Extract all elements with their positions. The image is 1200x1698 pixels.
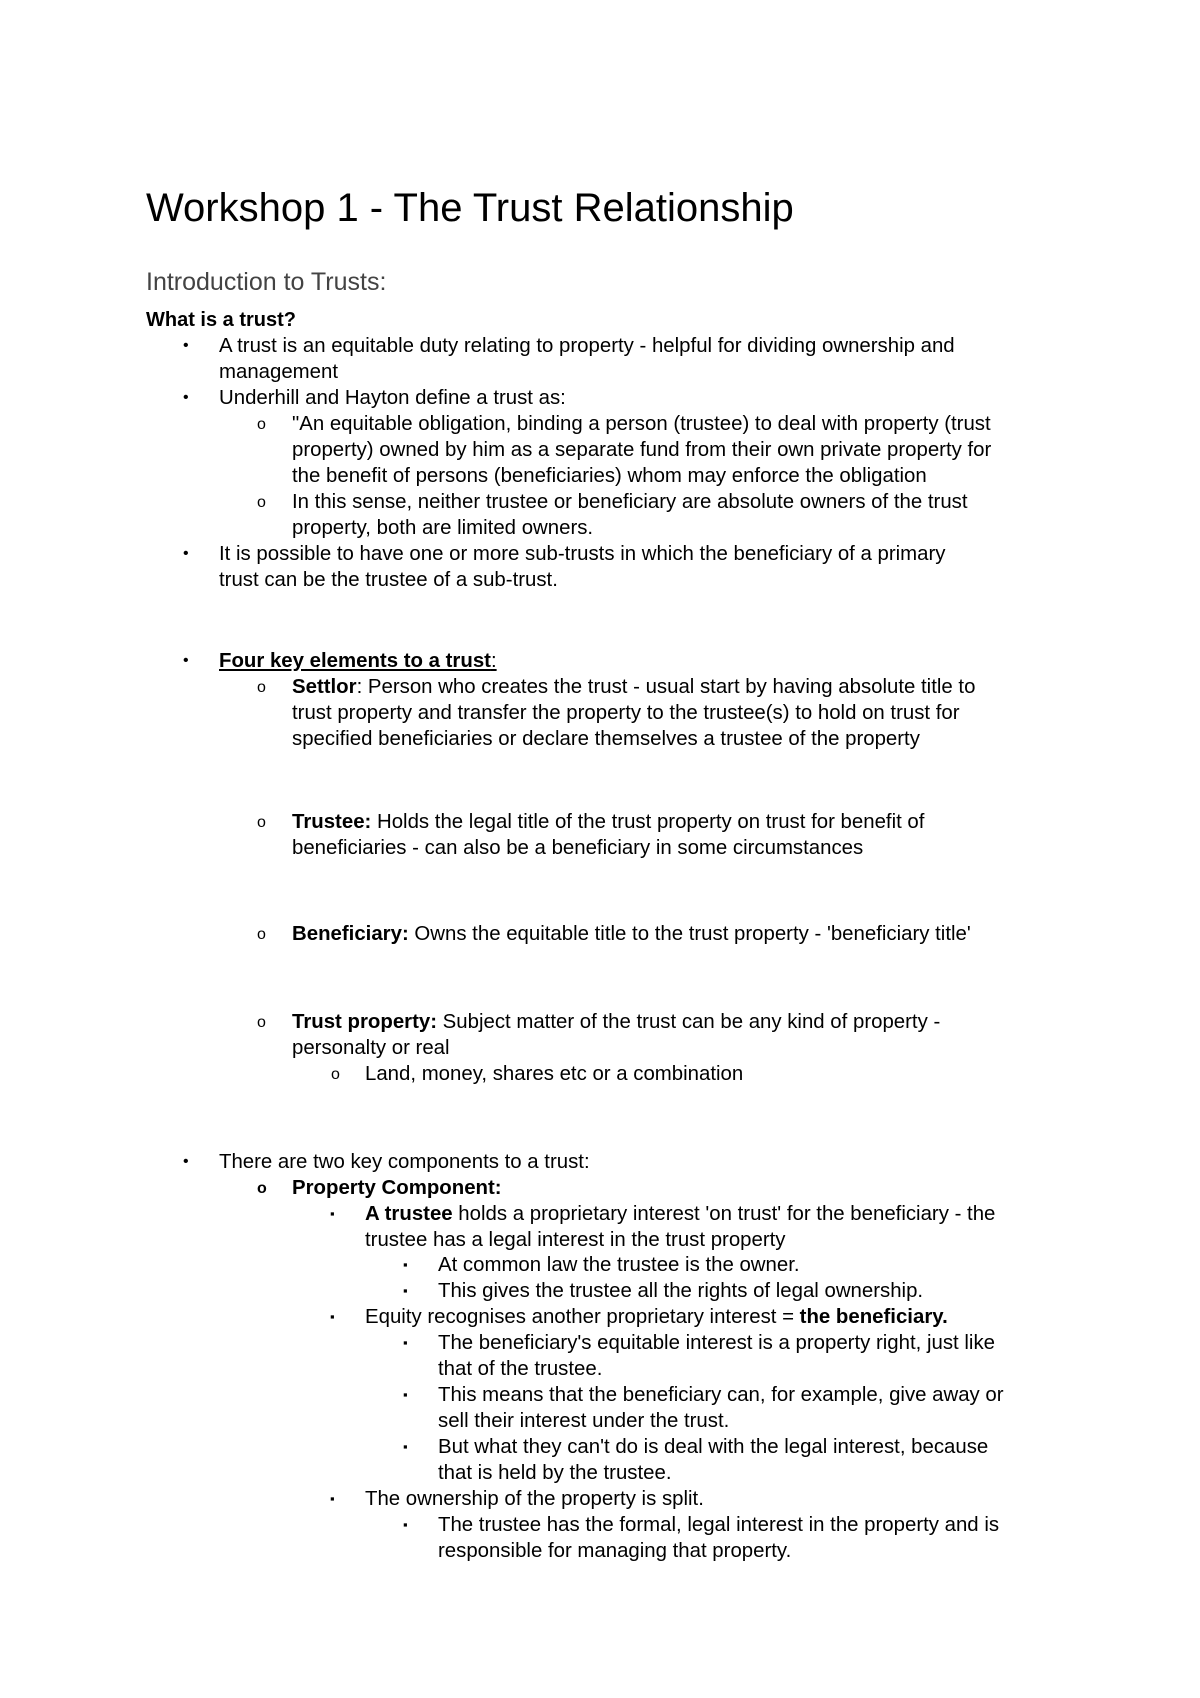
text-line: personalty or real <box>292 1037 450 1059</box>
square-marker: ▪ <box>330 1491 335 1506</box>
equity-bold: the beneficiary. <box>799 1306 948 1328</box>
text-line: property) owned by him as a separate fund from their own private property for <box>292 439 992 461</box>
circle-marker: o <box>257 1014 266 1031</box>
text-line: specified beneficiaries or declare themselves a trustee of the property <box>292 728 920 750</box>
beneficiary-term: Beneficiary: <box>292 923 409 945</box>
square-marker: ▪ <box>403 1257 408 1272</box>
square-marker: ▪ <box>330 1309 335 1324</box>
beneficiary-definition: Owns the equitable title to the trust property - 'beneficiary title' <box>408 923 971 945</box>
beneficiary-line <box>292 921 971 947</box>
text-line: It is possible to have one or more sub-trusts in which the beneficiary of a primary <box>219 543 946 565</box>
text-line: Underhill and Hayton define a trust as: <box>219 387 566 409</box>
circle-marker: o <box>257 679 266 696</box>
bullet-marker: • <box>183 1153 189 1170</box>
square-marker: ▪ <box>403 1283 408 1298</box>
question-heading: What is a trust? <box>146 309 297 331</box>
text-line: This gives the trustee all the rights of legal ownership. <box>438 1280 924 1302</box>
settlor-term: Settlor <box>292 676 357 698</box>
text-line: responsible for managing that property. <box>438 1540 792 1562</box>
text-line: In this sense, neither trustee or beneficiary are absolute owners of the trust <box>292 491 968 513</box>
text-line: sell their interest under the trust. <box>438 1410 730 1432</box>
text-line: that is held by the trustee. <box>438 1462 672 1484</box>
text-line: management <box>219 361 339 383</box>
text-line: property, both are limited owners. <box>292 517 594 539</box>
trustee-term: Trustee: <box>292 811 372 833</box>
property-component-heading <box>292 1175 502 1201</box>
text-line: But what they can't do is deal with the legal interest, because <box>438 1436 989 1458</box>
text-line: The ownership of the property is split. <box>365 1488 704 1510</box>
text-line: At common law the trustee is the owner. <box>438 1254 800 1276</box>
key-elements-heading <box>219 648 497 674</box>
square-marker: ▪ <box>330 1206 335 1221</box>
trustee-definition: Holds the legal title of the trust property on trust for benefit of <box>371 811 925 833</box>
circle-marker: o <box>257 926 266 943</box>
bullet-marker: • <box>183 545 189 562</box>
key-elements-colon: : <box>490 650 497 672</box>
circle-marker: o <box>257 1180 267 1197</box>
section-heading: Introduction to Trusts: <box>146 268 387 296</box>
text-line: trust can be the trustee of a sub-trust. <box>219 569 558 591</box>
bullet-marker: • <box>183 389 189 406</box>
trust-property-line <box>292 1009 940 1035</box>
circle-marker: o <box>257 494 266 511</box>
circle-marker: o <box>257 814 266 831</box>
a-trustee-line <box>365 1201 995 1227</box>
trust-property-definition: Subject matter of the trust can be any kind of property - <box>437 1011 941 1033</box>
square-marker: ▪ <box>403 1335 408 1350</box>
text-line: There are two key components to a trust: <box>219 1151 590 1173</box>
text-line: The beneficiary's equitable interest is a property right, just like <box>438 1332 995 1354</box>
bullet-marker: • <box>183 652 189 669</box>
trustee-line <box>292 809 924 835</box>
text-line: The trustee has the formal, legal interest in the property and is <box>438 1514 1000 1536</box>
property-component-label: Property Component: <box>292 1177 502 1199</box>
trust-property-term: Trust property: <box>292 1011 438 1033</box>
page-title: Workshop 1 - The Trust Relationship <box>146 186 794 230</box>
square-marker: ▪ <box>403 1387 408 1402</box>
key-elements-label: Four key elements to a trust <box>219 650 491 672</box>
equity-text: Equity recognises another proprietary interest = <box>365 1306 800 1328</box>
circle-marker: o <box>331 1066 340 1083</box>
equity-line <box>365 1304 948 1330</box>
text-line: trust property and transfer the property to the trustee(s) to hold on trust for <box>292 702 960 724</box>
circle-marker: o <box>257 416 266 433</box>
text-line: Land, money, shares etc or a combination <box>365 1063 744 1085</box>
text-line: beneficiaries - can also be a beneficiary in some circumstances <box>292 837 864 859</box>
text-line: "An equitable obligation, binding a person (trustee) to deal with property (trust <box>292 413 991 435</box>
settlor-line <box>292 674 975 700</box>
text-line: the benefit of persons (beneficiaries) whom may enforce the obligation <box>292 465 927 487</box>
a-trustee-term: A trustee <box>365 1203 453 1225</box>
settlor-definition: : Person who creates the trust - usual start by having absolute title to <box>356 676 976 698</box>
text-line: This means that the beneficiary can, for example, give away or <box>438 1384 1004 1406</box>
text-line: A trust is an equitable duty relating to property - helpful for dividing ownership and <box>219 335 955 357</box>
text-line: that of the trustee. <box>438 1358 603 1380</box>
square-marker: ▪ <box>403 1439 408 1454</box>
a-trustee-text: holds a proprietary interest 'on trust' for the beneficiary - the <box>452 1203 996 1225</box>
square-marker: ▪ <box>403 1517 408 1532</box>
text-line: trustee has a legal interest in the trust property <box>365 1229 786 1251</box>
bullet-marker: • <box>183 337 189 354</box>
